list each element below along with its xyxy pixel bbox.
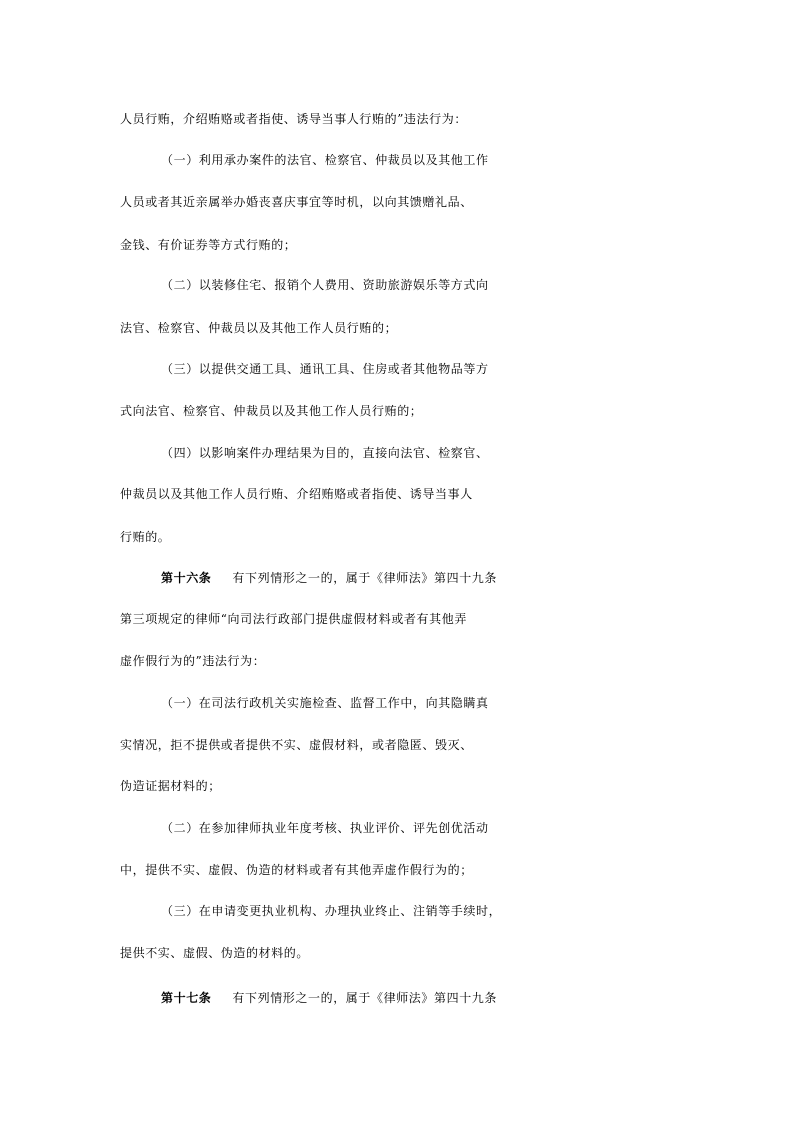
paragraph-line: [0, 389, 793, 433]
paragraph-line: [0, 223, 793, 267]
line-text: 式向法官、检察官、仲裁员以及其他工作人员行贿的；: [120, 404, 423, 418]
line-text: （四）以影响案件办理结果为目的，直接向法官、检察官、: [161, 446, 489, 460]
paragraph-line: [0, 889, 793, 933]
line-text: （三）在申请变更执业机构、办理执业终止、注销等手续时，: [161, 904, 502, 918]
paragraph-line: [0, 848, 793, 892]
paragraph-line: [0, 931, 793, 975]
line-text: （二）在参加律师执业年度考核、执业评价、评先创优活动: [161, 821, 489, 835]
line-text: 有下列情形之一的，属于《律师法》第四十九条: [232, 991, 498, 1005]
line-text: （三）以提供交通工具、通讯工具、住房或者其他物品等方: [161, 362, 489, 376]
article-number: 第十七条: [161, 991, 212, 1005]
paragraph-line: [0, 306, 793, 350]
article-heading-line: [0, 556, 793, 600]
line-text: （一）在司法行政机关实施检查、监督工作中，向其隐瞒真: [161, 696, 489, 710]
line-text: 中，提供不实、虚假、伪造的材料或者有其他弄虚作假行为的；: [120, 863, 473, 877]
paragraph-line: [0, 515, 793, 559]
paragraph-line: [0, 347, 793, 391]
line-text: 第三项规定的律师“向司法行政部门提供虚假材料或者有其他弄: [120, 612, 467, 626]
line-text: 法官、检察官、仲裁员以及其他工作人员行贿的；: [120, 321, 398, 335]
paragraph-line: [0, 764, 793, 808]
paragraph-line: [0, 681, 793, 725]
line-text: 实情况，拒不提供或者提供不实、虚假材料，或者隐匿、毁灭、: [120, 738, 473, 752]
line-text: 金钱、有价证券等方式行贿的；: [120, 238, 297, 252]
line-text: 行贿的。: [120, 530, 171, 544]
paragraph-line: [0, 97, 793, 141]
line-text: 人员行贿，介绍贿赂或者指使、诱导当事人行贿的”违法行为：: [120, 112, 467, 126]
paragraph-line: [0, 597, 793, 641]
line-text: 仲裁员以及其他工作人员行贿、介绍贿赂或者指使、诱导当事人: [120, 487, 473, 501]
line-text: 有下列情形之一的，属于《律师法》第四十九条: [232, 571, 498, 585]
line-text: 虚作假行为的”违法行为：: [120, 654, 266, 668]
line-text: 伪造证据材料的；: [120, 779, 221, 793]
article-heading-line: [0, 976, 793, 1020]
paragraph-line: [0, 180, 793, 224]
line-text: 提供不实、虚假、伪造的材料的。: [120, 946, 310, 960]
paragraph-line: [0, 806, 793, 850]
paragraph-line: [0, 639, 793, 683]
paragraph-line: [0, 138, 793, 182]
line-text: （二）以装修住宅、报销个人费用、资助旅游娱乐等方式向: [161, 278, 489, 292]
line-text: 人员或者其近亲属举办婚丧喜庆事宜等时机，以向其馈赠礼品、: [120, 195, 473, 209]
article-number: 第十六条: [161, 571, 212, 585]
line-text: （一）利用承办案件的法官、检察官、仲裁员以及其他工作: [161, 153, 489, 167]
paragraph-line: [0, 263, 793, 307]
paragraph-line: [0, 723, 793, 767]
paragraph-line: [0, 431, 793, 475]
paragraph-line: [0, 472, 793, 516]
